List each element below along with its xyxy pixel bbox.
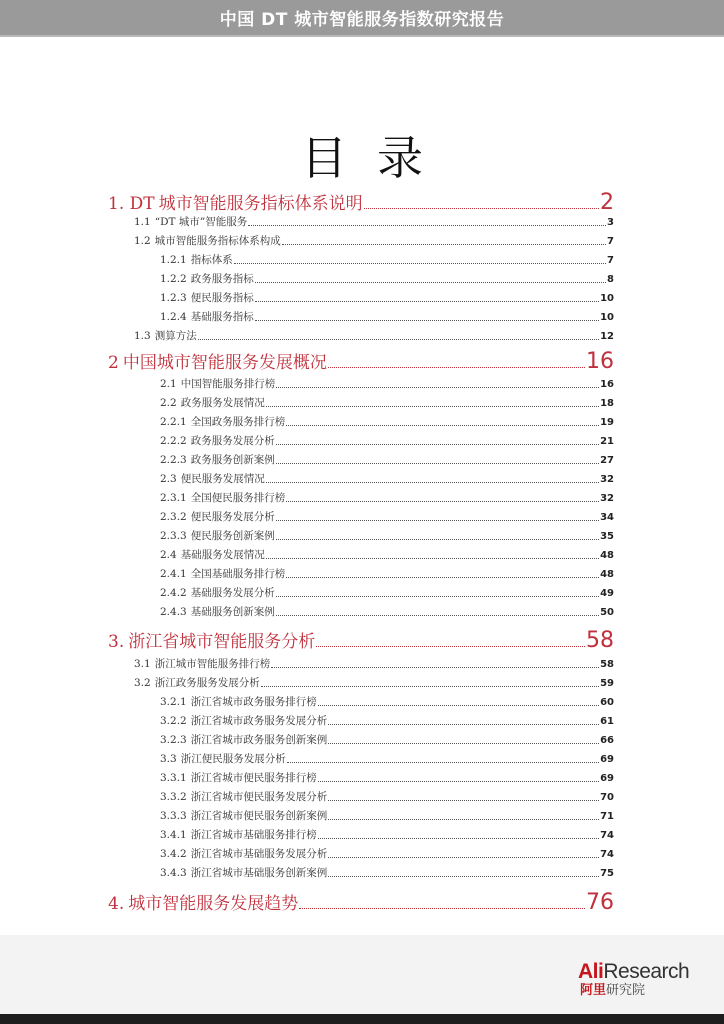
- toc-entry-page: 7: [607, 236, 614, 247]
- toc-entry-label: 政务服务发展分析: [190, 435, 275, 447]
- dot-leader: [282, 244, 606, 245]
- toc-entry[interactable]: [160, 770, 614, 785]
- toc-entry-page: 60: [600, 697, 614, 708]
- toc-entry-number: 2.2.1: [160, 416, 187, 428]
- toc-entry[interactable]: [108, 348, 614, 374]
- toc-entry[interactable]: [134, 214, 614, 229]
- toc-entry-number: 3.2.2: [160, 715, 187, 727]
- dot-leader: [328, 367, 585, 368]
- toc-entry-label: 全国基础服务排行榜: [190, 568, 286, 580]
- toc-entry-number: 2.4.2: [160, 587, 187, 599]
- toc-entry-page: 75: [600, 868, 614, 879]
- aliresearch-logo: [578, 961, 708, 1003]
- toc-entry-page: 58: [600, 659, 614, 670]
- logo-cn-research: 研究院: [606, 983, 646, 998]
- toc-entry-number: 3.3.2: [160, 791, 187, 803]
- toc-entry[interactable]: [160, 751, 614, 766]
- toc-entry-number: 2.1: [160, 378, 177, 390]
- dot-leader: [328, 857, 599, 858]
- toc-entry-page: 16: [586, 349, 614, 374]
- toc-entry-label: 浙江政务服务发展分析: [154, 677, 260, 689]
- toc-entry-page: 12: [600, 331, 614, 342]
- toc-entry-label: 浙江省城市便民服务发展分析: [190, 791, 328, 803]
- dot-leader: [276, 615, 599, 616]
- toc-entry-number: 2.4.3: [160, 606, 187, 618]
- toc-entry[interactable]: [160, 808, 614, 823]
- toc-entry[interactable]: [160, 509, 614, 524]
- toc-entry-page: 10: [600, 293, 614, 304]
- toc-entry-number: 2: [108, 353, 119, 373]
- dot-leader: [328, 876, 599, 877]
- toc-entry-page: 50: [600, 607, 614, 618]
- toc-entry[interactable]: [160, 827, 614, 842]
- toc-entry-page: 58: [586, 628, 614, 653]
- dot-leader: [276, 463, 599, 464]
- toc-entry[interactable]: [160, 547, 614, 562]
- toc-entry-number: 1. DT: [108, 194, 155, 214]
- dot-leader: [318, 838, 599, 839]
- toc-entry[interactable]: [160, 290, 614, 305]
- toc-entry-number: 3.3: [160, 753, 177, 765]
- toc-entry-label: 城市智能服务指标体系构成: [154, 235, 281, 247]
- toc-entry-page: 3: [607, 217, 614, 228]
- toc-entry[interactable]: [160, 846, 614, 861]
- toc-entry-page: 7: [607, 255, 614, 266]
- toc-entry[interactable]: [134, 675, 614, 690]
- toc-entry-label: 浙江省城市基础服务排行榜: [190, 829, 317, 841]
- toc-entry[interactable]: [134, 328, 614, 343]
- toc-entry[interactable]: [160, 376, 614, 391]
- toc-entry-page: 76: [586, 890, 614, 915]
- dot-leader: [286, 577, 599, 578]
- toc-entry-number: 1.2.4: [160, 311, 187, 323]
- toc-entry-label: 基础服务指标: [190, 311, 254, 323]
- toc-entry-number: 2.3.3: [160, 530, 187, 542]
- toc-entry[interactable]: [160, 789, 614, 804]
- toc-entry-number: 2.2: [160, 397, 177, 409]
- toc-entry-label: 浙江便民服务发展分析: [180, 753, 286, 765]
- toc-entry[interactable]: [160, 395, 614, 410]
- toc-entry-number: 3.2.1: [160, 696, 187, 708]
- toc-entry-label: 浙江省城市政务服务排行榜: [190, 696, 317, 708]
- dot-leader: [328, 819, 599, 820]
- toc-entry-page: 16: [600, 379, 614, 390]
- dot-leader: [287, 762, 599, 763]
- toc-entry-page: 21: [600, 436, 614, 447]
- toc-entry-number: 2.4: [160, 549, 177, 561]
- dot-leader: [286, 501, 599, 502]
- dot-leader: [248, 225, 606, 226]
- toc-entry[interactable]: [160, 604, 614, 619]
- toc-entry-page: 27: [600, 455, 614, 466]
- toc-entry-label: 便民服务发展情况: [180, 473, 265, 485]
- toc-entry-label: 浙江省城市政务服务创新案例: [190, 734, 328, 746]
- toc-entry-label: 基础服务发展情况: [180, 549, 265, 561]
- toc-entry-label: 中国智能服务排行榜: [180, 378, 276, 390]
- dot-leader: [276, 444, 599, 445]
- toc-heading: 目录: [301, 131, 453, 185]
- toc-entry-page: 74: [600, 849, 614, 860]
- toc-entry[interactable]: [160, 566, 614, 581]
- toc-entry-number: 2.3: [160, 473, 177, 485]
- toc-entry[interactable]: [160, 471, 614, 486]
- toc-entry-number: 1.2.1: [160, 254, 187, 266]
- toc-entry-label: 浙江省城市基础服务发展分析: [190, 848, 328, 860]
- dot-leader: [266, 482, 599, 483]
- dot-leader: [276, 539, 599, 540]
- toc-entry-page: 49: [600, 588, 614, 599]
- toc-entry-label: 基础服务发展分析: [190, 587, 275, 599]
- toc-entry-number: 2.3.2: [160, 511, 187, 523]
- toc-entry[interactable]: [160, 271, 614, 286]
- toc-entry-page: 18: [600, 398, 614, 409]
- toc-entry-page: 48: [600, 569, 614, 580]
- toc-entry-label: 政务服务创新案例: [190, 454, 275, 466]
- toc-entry[interactable]: [160, 414, 614, 429]
- toc-entry-page: 10: [600, 312, 614, 323]
- toc-entry-label: “DT 城市”智能服务: [154, 216, 248, 228]
- toc-entry-number: 1.2: [134, 235, 151, 247]
- dot-leader: [286, 425, 599, 426]
- toc-entry-number: 3.2.3: [160, 734, 187, 746]
- toc-entry[interactable]: [108, 627, 614, 653]
- toc-entry-number: 3.4.1: [160, 829, 187, 841]
- dot-leader: [271, 667, 599, 668]
- toc-entry[interactable]: [160, 713, 614, 728]
- dot-leader: [328, 800, 599, 801]
- toc-entry-label: 指标体系: [190, 254, 233, 266]
- toc-entry-number: 3.3.3: [160, 810, 187, 822]
- toc-entry-label: 浙江省城市便民服务创新案例: [190, 810, 328, 822]
- toc-entry-label: 城市智能服务发展趋势: [128, 894, 299, 914]
- toc-entry-page: 61: [600, 716, 614, 727]
- toc-entry[interactable]: [108, 189, 614, 215]
- toc-entry-number: 3.4.3: [160, 867, 187, 879]
- toc-entry[interactable]: [160, 732, 614, 747]
- dot-leader: [276, 387, 599, 388]
- dot-leader: [299, 908, 585, 909]
- toc-entry-label: 浙江省城市便民服务排行榜: [190, 772, 317, 784]
- toc-entry[interactable]: [160, 452, 614, 467]
- footer-bottom-strip: [0, 1014, 724, 1024]
- toc-entry-label: 中国城市智能服务发展概况: [122, 353, 327, 373]
- dot-leader: [266, 558, 599, 559]
- toc-entry-page: 48: [600, 550, 614, 561]
- dot-leader: [318, 781, 599, 782]
- dot-leader: [261, 686, 599, 687]
- toc-entry-page: 32: [600, 493, 614, 504]
- toc-entry[interactable]: [160, 865, 614, 880]
- toc-entry-number: 1.1: [134, 216, 151, 228]
- toc-entry-number: 1.2.2: [160, 273, 187, 285]
- toc-entry-page: 69: [600, 754, 614, 765]
- dot-leader: [266, 406, 599, 407]
- dot-leader: [328, 743, 599, 744]
- logo-research-text: Research: [603, 960, 690, 983]
- toc-entry-page: 34: [600, 512, 614, 523]
- toc-entry[interactable]: [134, 233, 614, 248]
- dot-leader: [255, 282, 606, 283]
- toc-entry-label: 全国政务服务排行榜: [190, 416, 286, 428]
- toc-entry[interactable]: [160, 490, 614, 505]
- toc-entry-page: 74: [600, 830, 614, 841]
- toc-entry-page: 2: [600, 190, 614, 215]
- page-header: [0, 0, 724, 37]
- toc-entry-label: 全国便民服务排行榜: [190, 492, 286, 504]
- toc-entry-number: 3.4.2: [160, 848, 187, 860]
- toc-entry-label: 浙江城市智能服务排行榜: [154, 658, 271, 670]
- dot-leader: [198, 339, 599, 340]
- toc-entry[interactable]: [160, 585, 614, 600]
- toc-entry-number: 1.2.3: [160, 292, 187, 304]
- toc-entry-label: 浙江省城市政务服务发展分析: [190, 715, 328, 727]
- toc-entry[interactable]: [134, 656, 614, 671]
- toc-entry-label: 便民服务创新案例: [190, 530, 275, 542]
- toc-entry[interactable]: [160, 252, 614, 267]
- toc-entry-page: 59: [600, 678, 614, 689]
- toc-entry-page: 69: [600, 773, 614, 784]
- dot-leader: [255, 320, 599, 321]
- toc-entry-label: 政务服务指标: [190, 273, 254, 285]
- toc-entry-number: 3.: [108, 632, 125, 652]
- toc-entry-number: 2.4.1: [160, 568, 187, 580]
- toc-entry-number: 3.3.1: [160, 772, 187, 784]
- toc-entry-number: 4.: [108, 894, 125, 914]
- toc-entry-number: 2.2.2: [160, 435, 187, 447]
- toc-entry-number: 3.1: [134, 658, 151, 670]
- toc-entry-number: 2.3.1: [160, 492, 187, 504]
- toc-entry-label: 政务服务发展情况: [180, 397, 265, 409]
- toc-entry[interactable]: [160, 528, 614, 543]
- toc-entry-page: 19: [600, 417, 614, 428]
- toc-entry-label: 便民服务发展分析: [190, 511, 275, 523]
- logo-cn-ali: 阿里: [580, 983, 607, 998]
- report-title: 中国 DT 城市智能服务指数研究报告: [219, 10, 505, 30]
- toc-entry-label: 便民服务指标: [190, 292, 254, 304]
- dot-leader: [328, 724, 599, 725]
- toc-entry-label: 测算方法: [154, 330, 197, 342]
- toc-entry-page: 66: [600, 735, 614, 746]
- dot-leader: [364, 208, 599, 209]
- toc-entry[interactable]: [160, 694, 614, 709]
- toc-entry-page: 32: [600, 474, 614, 485]
- toc-entry[interactable]: [160, 309, 614, 324]
- dot-leader: [255, 301, 599, 302]
- dot-leader: [318, 705, 599, 706]
- dot-leader: [276, 520, 599, 521]
- toc-entry[interactable]: [160, 433, 614, 448]
- logo-ali-text: Ali: [578, 960, 604, 983]
- toc-entry-label: 浙江省城市基础服务创新案例: [190, 867, 328, 879]
- toc-entry-label: 基础服务创新案例: [190, 606, 275, 618]
- toc-entry-page: 71: [600, 811, 614, 822]
- dot-leader: [234, 263, 606, 264]
- toc-entry-page: 70: [600, 792, 614, 803]
- toc-entry-number: 2.2.3: [160, 454, 187, 466]
- toc-entry-page: 8: [607, 274, 614, 285]
- toc-entry-number: 1.3: [134, 330, 151, 342]
- toc-entry-page: 35: [600, 531, 614, 542]
- toc-entry-label: 浙江省城市智能服务分析: [128, 632, 316, 652]
- toc-entry[interactable]: [108, 889, 614, 915]
- dot-leader: [276, 596, 599, 597]
- toc-entry-label: 城市智能服务指标体系说明: [158, 194, 363, 214]
- dot-leader: [316, 646, 585, 647]
- toc-entry-number: 3.2: [134, 677, 151, 689]
